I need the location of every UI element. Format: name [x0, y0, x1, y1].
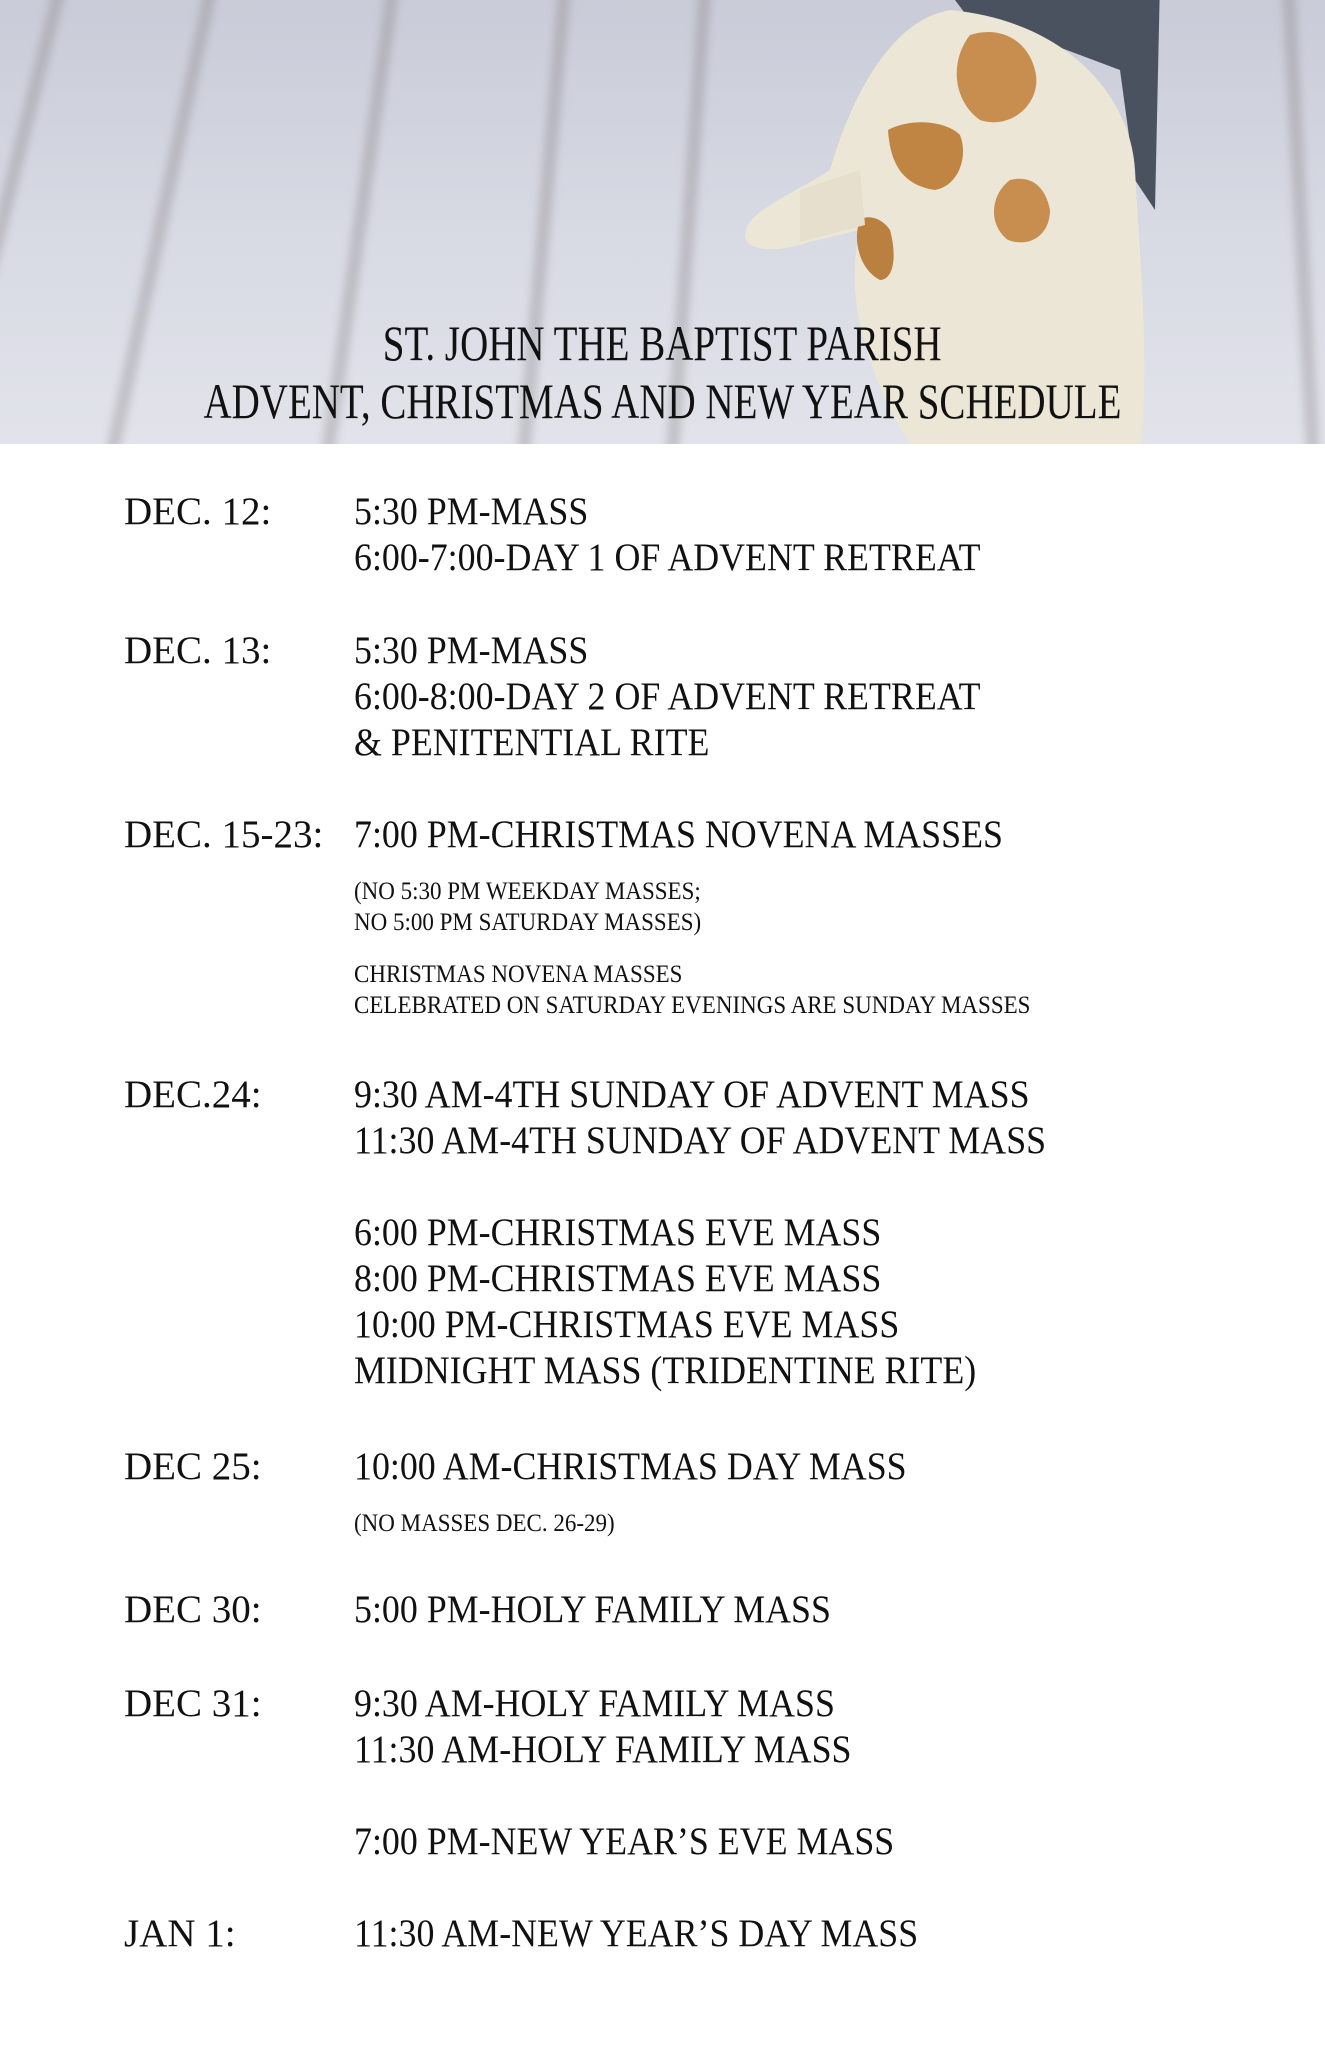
- schedule-event-group: [354, 812, 1304, 858]
- schedule-date: DEC 25:: [124, 1445, 262, 1488]
- event-line: [354, 1348, 1304, 1394]
- line-text: NO 5:00 PM SATURDAY MASSES): [354, 909, 702, 936]
- line-text: 6:00 PM-CHRISTMAS EVE MASS: [354, 1211, 882, 1254]
- schedule-event-group: [354, 1072, 1304, 1164]
- line-text: CHRISTMAS NOVENA MASSES: [354, 961, 683, 988]
- event-line: [354, 812, 1304, 858]
- line-text: 6:00-7:00-DAY 1 OF ADVENT RETREAT: [354, 536, 981, 579]
- schedule-date: DEC. 13:: [124, 629, 272, 672]
- schedule-date: DEC 31:: [124, 1682, 262, 1725]
- schedule-events: [354, 489, 1304, 581]
- schedule-event-group: [354, 489, 1304, 581]
- event-line: [354, 1681, 1304, 1727]
- line-text: 5:30 PM-MASS: [354, 490, 589, 533]
- line-text: 9:30 AM-4TH SUNDAY OF ADVENT MASS: [354, 1073, 1030, 1116]
- schedule-event-group: [354, 1911, 1304, 1957]
- event-line: [354, 535, 1304, 581]
- line-text: 11:30 AM-NEW YEAR’S DAY MASS: [354, 1912, 919, 1955]
- event-line: [354, 1819, 1304, 1865]
- note-line: [354, 990, 1304, 1021]
- line-text: 10:00 PM-CHRISTMAS EVE MASS: [354, 1303, 900, 1346]
- schedule-events: [354, 1681, 1304, 1865]
- schedule-date: DEC. 15-23:: [124, 813, 324, 856]
- line-text: 11:30 AM-HOLY FAMILY MASS: [354, 1728, 852, 1771]
- event-line: [354, 674, 1304, 720]
- line-text: (NO MASSES DEC. 26-29): [354, 1510, 615, 1537]
- schedule-date: JAN 1:: [124, 1912, 236, 1955]
- note-line: [354, 876, 1304, 907]
- event-line: [354, 628, 1304, 674]
- schedule-event-group: [354, 628, 1304, 766]
- schedule-events: [354, 1587, 1304, 1633]
- line-text: 11:30 AM-4TH SUNDAY OF ADVENT MASS: [354, 1119, 1047, 1162]
- line-text: (NO 5:30 PM WEEKDAY MASSES;: [354, 878, 701, 905]
- event-line: [354, 1210, 1304, 1256]
- line-text: & PENITENTIAL RITE: [354, 721, 710, 764]
- line-text: 8:00 PM-CHRISTMAS EVE MASS: [354, 1257, 882, 1300]
- event-line: [354, 489, 1304, 535]
- note-line: [354, 1508, 1304, 1539]
- line-text: 7:00 PM-CHRISTMAS NOVENA MASSES: [354, 813, 1003, 856]
- event-line: [354, 1911, 1304, 1957]
- schedule-event-group: [354, 1210, 1304, 1394]
- header-banner: [0, 0, 1325, 444]
- line-text: 6:00-8:00-DAY 2 OF ADVENT RETREAT: [354, 675, 981, 718]
- schedule-event-group: [354, 1587, 1304, 1633]
- line-text: CELEBRATED ON SATURDAY EVENINGS ARE SUNDAY MASSES: [354, 992, 1031, 1019]
- schedule-note: [354, 959, 1304, 1021]
- schedule-event-group: [354, 1681, 1304, 1773]
- event-line: [354, 1727, 1304, 1773]
- event-line: [354, 1118, 1304, 1164]
- schedule-note: [354, 1508, 1304, 1539]
- event-line: [354, 1444, 1304, 1490]
- schedule-event-group: [354, 1444, 1304, 1490]
- note-line: [354, 907, 1304, 938]
- schedule-events: [354, 1911, 1304, 1957]
- schedule-date: DEC.24:: [124, 1073, 262, 1116]
- event-line: [354, 1256, 1304, 1302]
- schedule-events: [354, 1072, 1304, 1394]
- line-text: 9:30 AM-HOLY FAMILY MASS: [354, 1682, 835, 1725]
- schedule-note: [354, 876, 1304, 938]
- schedule-events: [354, 812, 1304, 1021]
- parish-title: ST. JOHN THE BAPTIST PARISH: [383, 315, 942, 371]
- event-line: [354, 1072, 1304, 1118]
- line-text: 10:00 AM-CHRISTMAS DAY MASS: [354, 1445, 907, 1488]
- schedule-date: DEC 30:: [124, 1588, 262, 1631]
- schedule-event-group: [354, 1819, 1304, 1865]
- note-line: [354, 959, 1304, 990]
- line-text: 5:00 PM-HOLY FAMILY MASS: [354, 1588, 831, 1631]
- event-line: [354, 1302, 1304, 1348]
- schedule-events: [354, 628, 1304, 766]
- line-text: 5:30 PM-MASS: [354, 629, 589, 672]
- line-text: 7:00 PM-NEW YEAR’S EVE MASS: [354, 1820, 895, 1863]
- event-line: [354, 1587, 1304, 1633]
- line-text: MIDNIGHT MASS (TRIDENTINE RITE): [354, 1349, 977, 1392]
- schedule-title: ADVENT, CHRISTMAS AND NEW YEAR SCHEDULE: [203, 373, 1122, 429]
- schedule-date: DEC. 12:: [124, 490, 272, 533]
- schedule-events: [354, 1444, 1304, 1539]
- event-line: [354, 720, 1304, 766]
